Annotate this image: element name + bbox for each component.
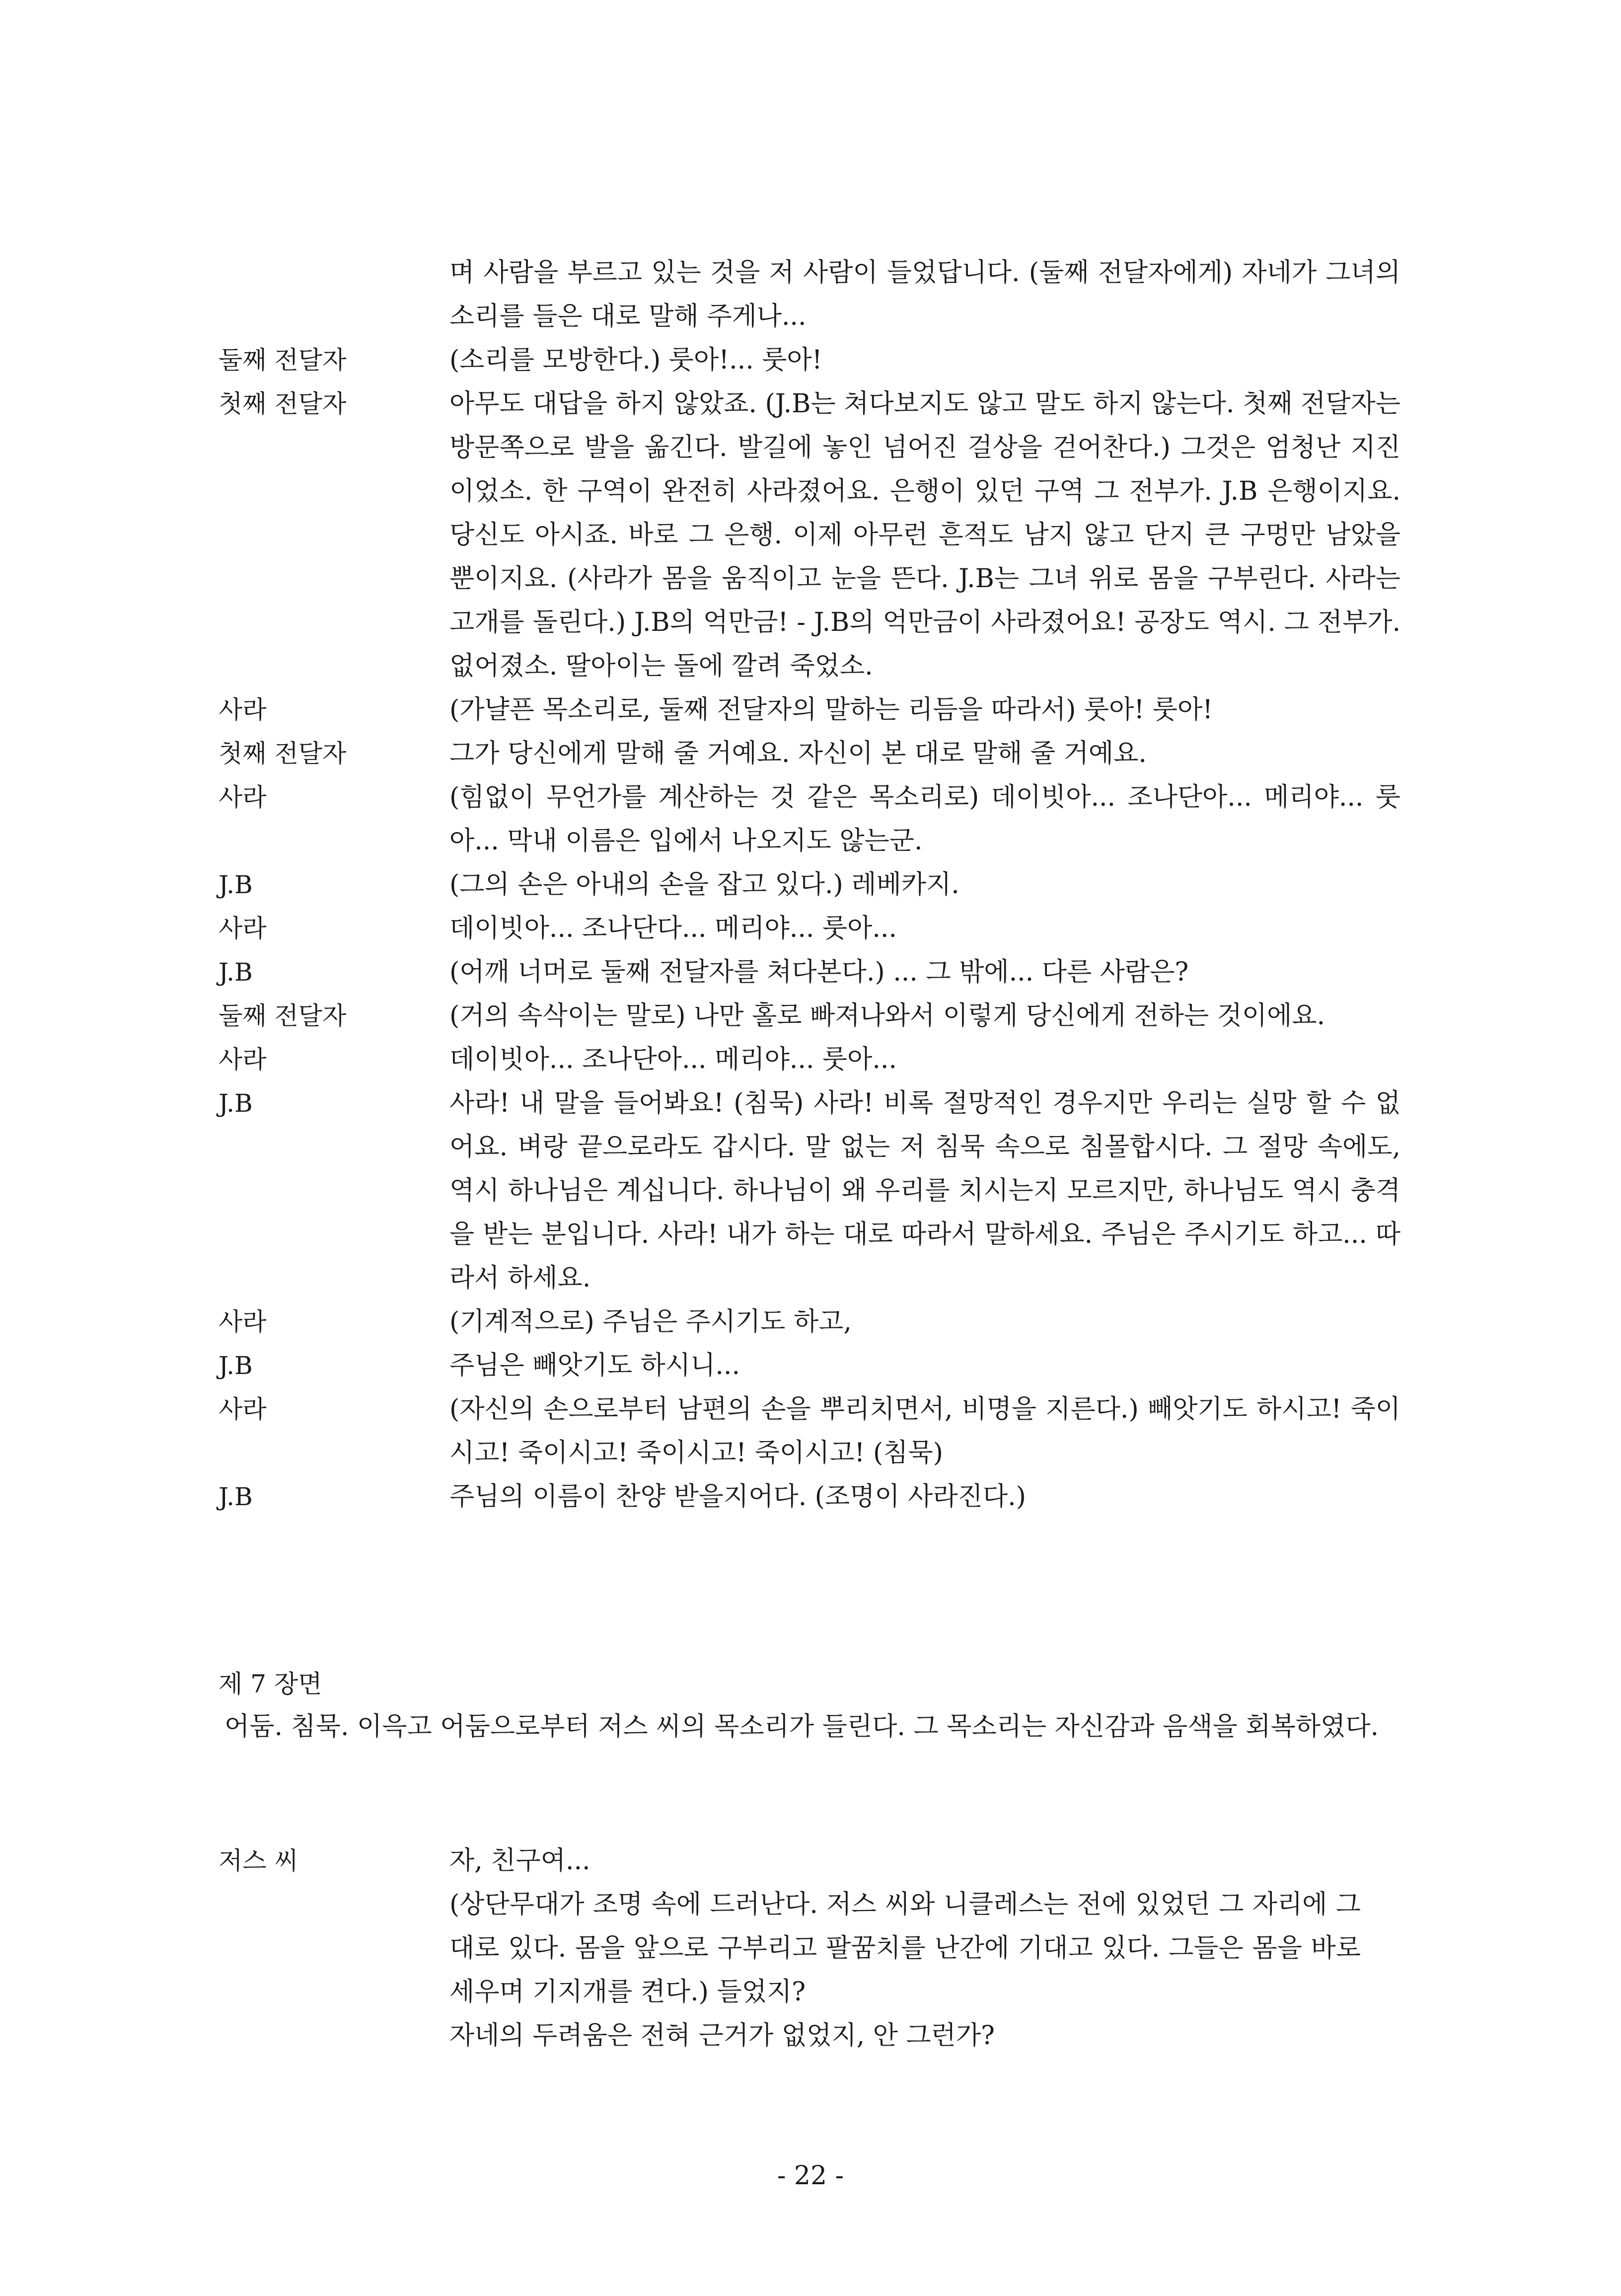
- dialogue-line: [219, 1883, 1361, 2014]
- dialogue-line: [219, 950, 1400, 994]
- dialogue-line: [219, 994, 1400, 1038]
- speaker-name: J.B: [219, 1089, 253, 1118]
- speaker-name: 저스 씨: [219, 1846, 298, 1875]
- dialogue-line: [219, 1475, 1400, 1519]
- speech-text: 사라! 내 말을 들어봐요! (침묵) 사라! 비록 절망적인 경우지만 우리는 실망 할 수 없어요. 벼랑 끝으로라도 갑시다. 말 없는 저 침묵 속으로 침몰합시다. 그 절망 속에도, 역시 하나님은 계십니다. 하나님이 왜 우리를 치시는지 모르지만, 하나님도 역시 충격을 받는 분입니다. 사라! 내가 하는 대로 따라서 말하세요. 주님은 주시기도 하고... 따라서 하세요.: [449, 1088, 1400, 1293]
- dialogue-line: [219, 1081, 1400, 1300]
- speaker-name: 사라: [219, 1045, 267, 1074]
- speaker-name: J.B: [219, 958, 253, 987]
- dialogue-block: [219, 251, 1400, 1519]
- dialogue-line: [219, 1344, 1400, 1387]
- speech-text: (가냘픈 목소리로, 둘째 전달자의 말하는 리듬을 따라서) 룻아! 룻아!: [449, 695, 1213, 725]
- dialogue-block-scene-7: [219, 1839, 1361, 2058]
- page-number: - 22 -: [777, 2161, 844, 2191]
- speech-text: 주님의 이름이 찬양 받을지어다. (조명이 사라진다.): [449, 1482, 1026, 1512]
- speech-text: 며 사람을 부르고 있는 것을 저 사람이 들었답니다. (둘째 전달자에게) 자네가 그녀의 소리를 들은 대로 말해 주게나...: [449, 258, 1400, 331]
- speech-text: (힘없이 무언가를 계산하는 것 같은 목소리로) 데이빗아... 조나단아... 메리야... 룻아... 막내 이름은 입에서 나오지도 않는군.: [449, 782, 1400, 856]
- speaker-name: 첫째 전달자: [219, 389, 347, 418]
- speech-text: (자신의 손으로부터 남편의 손을 뿌리치면서, 비명을 지른다.) 빼앗기도 하시고! 죽이시고! 죽이시고! 죽이시고! 죽이시고! (침묵): [449, 1394, 1400, 1468]
- scene-heading: 제 7 장면: [219, 1670, 322, 1698]
- speaker-name: 사라: [219, 1395, 267, 1424]
- dialogue-line: [219, 907, 1400, 950]
- speaker-name: 사라: [219, 783, 267, 812]
- speech-text: (기계적으로) 주님은 주시기도 하고,: [449, 1307, 852, 1337]
- speaker-name: J.B: [219, 1351, 253, 1380]
- speech-text: 주님은 빼앗기도 하시니...: [449, 1351, 740, 1380]
- speech-text: 자, 친구여...: [449, 1846, 590, 1876]
- dialogue-line: [219, 863, 1400, 907]
- speech-text: (거의 속삭이는 말로) 나만 홀로 빠져나와서 이렇게 당신에게 전하는 것이에요.: [449, 1001, 1326, 1031]
- dialogue-line: [219, 382, 1400, 688]
- speaker-name: 사라: [219, 914, 267, 943]
- dialogue-line: [219, 2014, 1361, 2058]
- speech-text: 데이빗아... 조나단다... 메리야... 룻아...: [449, 914, 897, 943]
- dialogue-line: [219, 251, 1400, 338]
- speaker-name: J.B: [219, 870, 253, 899]
- speech-text: (그의 손은 아내의 손을 잡고 있다.) 레베카지.: [449, 870, 959, 900]
- speaker-name: 둘째 전달자: [219, 346, 347, 375]
- speech-text: (어깨 너머로 둘째 전달자를 쳐다본다.) ... 그 밖에... 다른 사람은?: [449, 957, 1189, 987]
- stage-direction: 어둠. 침묵. 이윽고 어둠으로부터 저스 씨의 목소리가 들린다. 그 목소리는 자신감과 음색을 회복하였다.: [224, 1712, 1379, 1742]
- dialogue-line: [219, 1038, 1400, 1081]
- speaker-name: 사라: [219, 695, 267, 724]
- speech-text: (상단무대가 조명 속에 드러난다. 저스 씨와 니클레스는 전에 있었던 그 자리에 그대로 있다. 몸을 앞으로 구부리고 팔꿈치를 난간에 기대고 있다. 그들은 몸을 바로 세우며 기지개를 켠다.) 들었지?: [449, 1890, 1361, 2007]
- dialogue-line: [219, 1387, 1400, 1475]
- speech-text: 아무도 대답을 하지 않았죠. (J.B는 쳐다보지도 않고 말도 하지 않는다. 첫째 전달자는 방문쪽으로 발을 옮긴다. 발길에 놓인 넘어진 걸상을 걷어찬다.) 그것은 엄청난 지진이었소. 한 구역이 완전히 사라졌어요. 은행이 있던 구역 그 전부가. J.B 은행이지요. 당신도 아시죠. 바로 그 은행. 이제 아무런 흔적도 남지 않고 단지 큰 구멍만 남았을 뿐이지요. (사라가 몸을 움직이고 눈을 뜬다. J.B는 그녀 위로 몸을 구부린다. 사라는 고개를 돌린다.) J.B의 억만금! - J.B의 억만금이 사라졌어요! 공장도 역시. 그 전부가. 없어졌소. 딸아이는 돌에 깔려 죽었소.: [449, 389, 1400, 681]
- dialogue-line: [219, 688, 1400, 732]
- speaker-name: 사라: [219, 1307, 267, 1336]
- speech-text: 그가 당신에게 말해 줄 거예요. 자신이 본 대로 말해 줄 거예요.: [449, 739, 1147, 768]
- speaker-name: 첫째 전달자: [219, 739, 347, 768]
- dialogue-line: [219, 1839, 1361, 1883]
- dialogue-line: [219, 732, 1400, 775]
- speaker-name: 둘째 전달자: [219, 1001, 347, 1030]
- dialogue-line: [219, 775, 1400, 863]
- dialogue-line: [219, 1300, 1400, 1344]
- speech-text: 데이빗아... 조나단아... 메리야... 룻아...: [449, 1045, 897, 1074]
- speaker-name: J.B: [219, 1482, 253, 1511]
- speech-text: (소리를 모방한다.) 룻아!... 룻아!: [449, 345, 822, 375]
- speech-text: 자네의 두려움은 전혀 근거가 없었지, 안 그런가?: [449, 2021, 995, 2051]
- dialogue-line: [219, 338, 1400, 382]
